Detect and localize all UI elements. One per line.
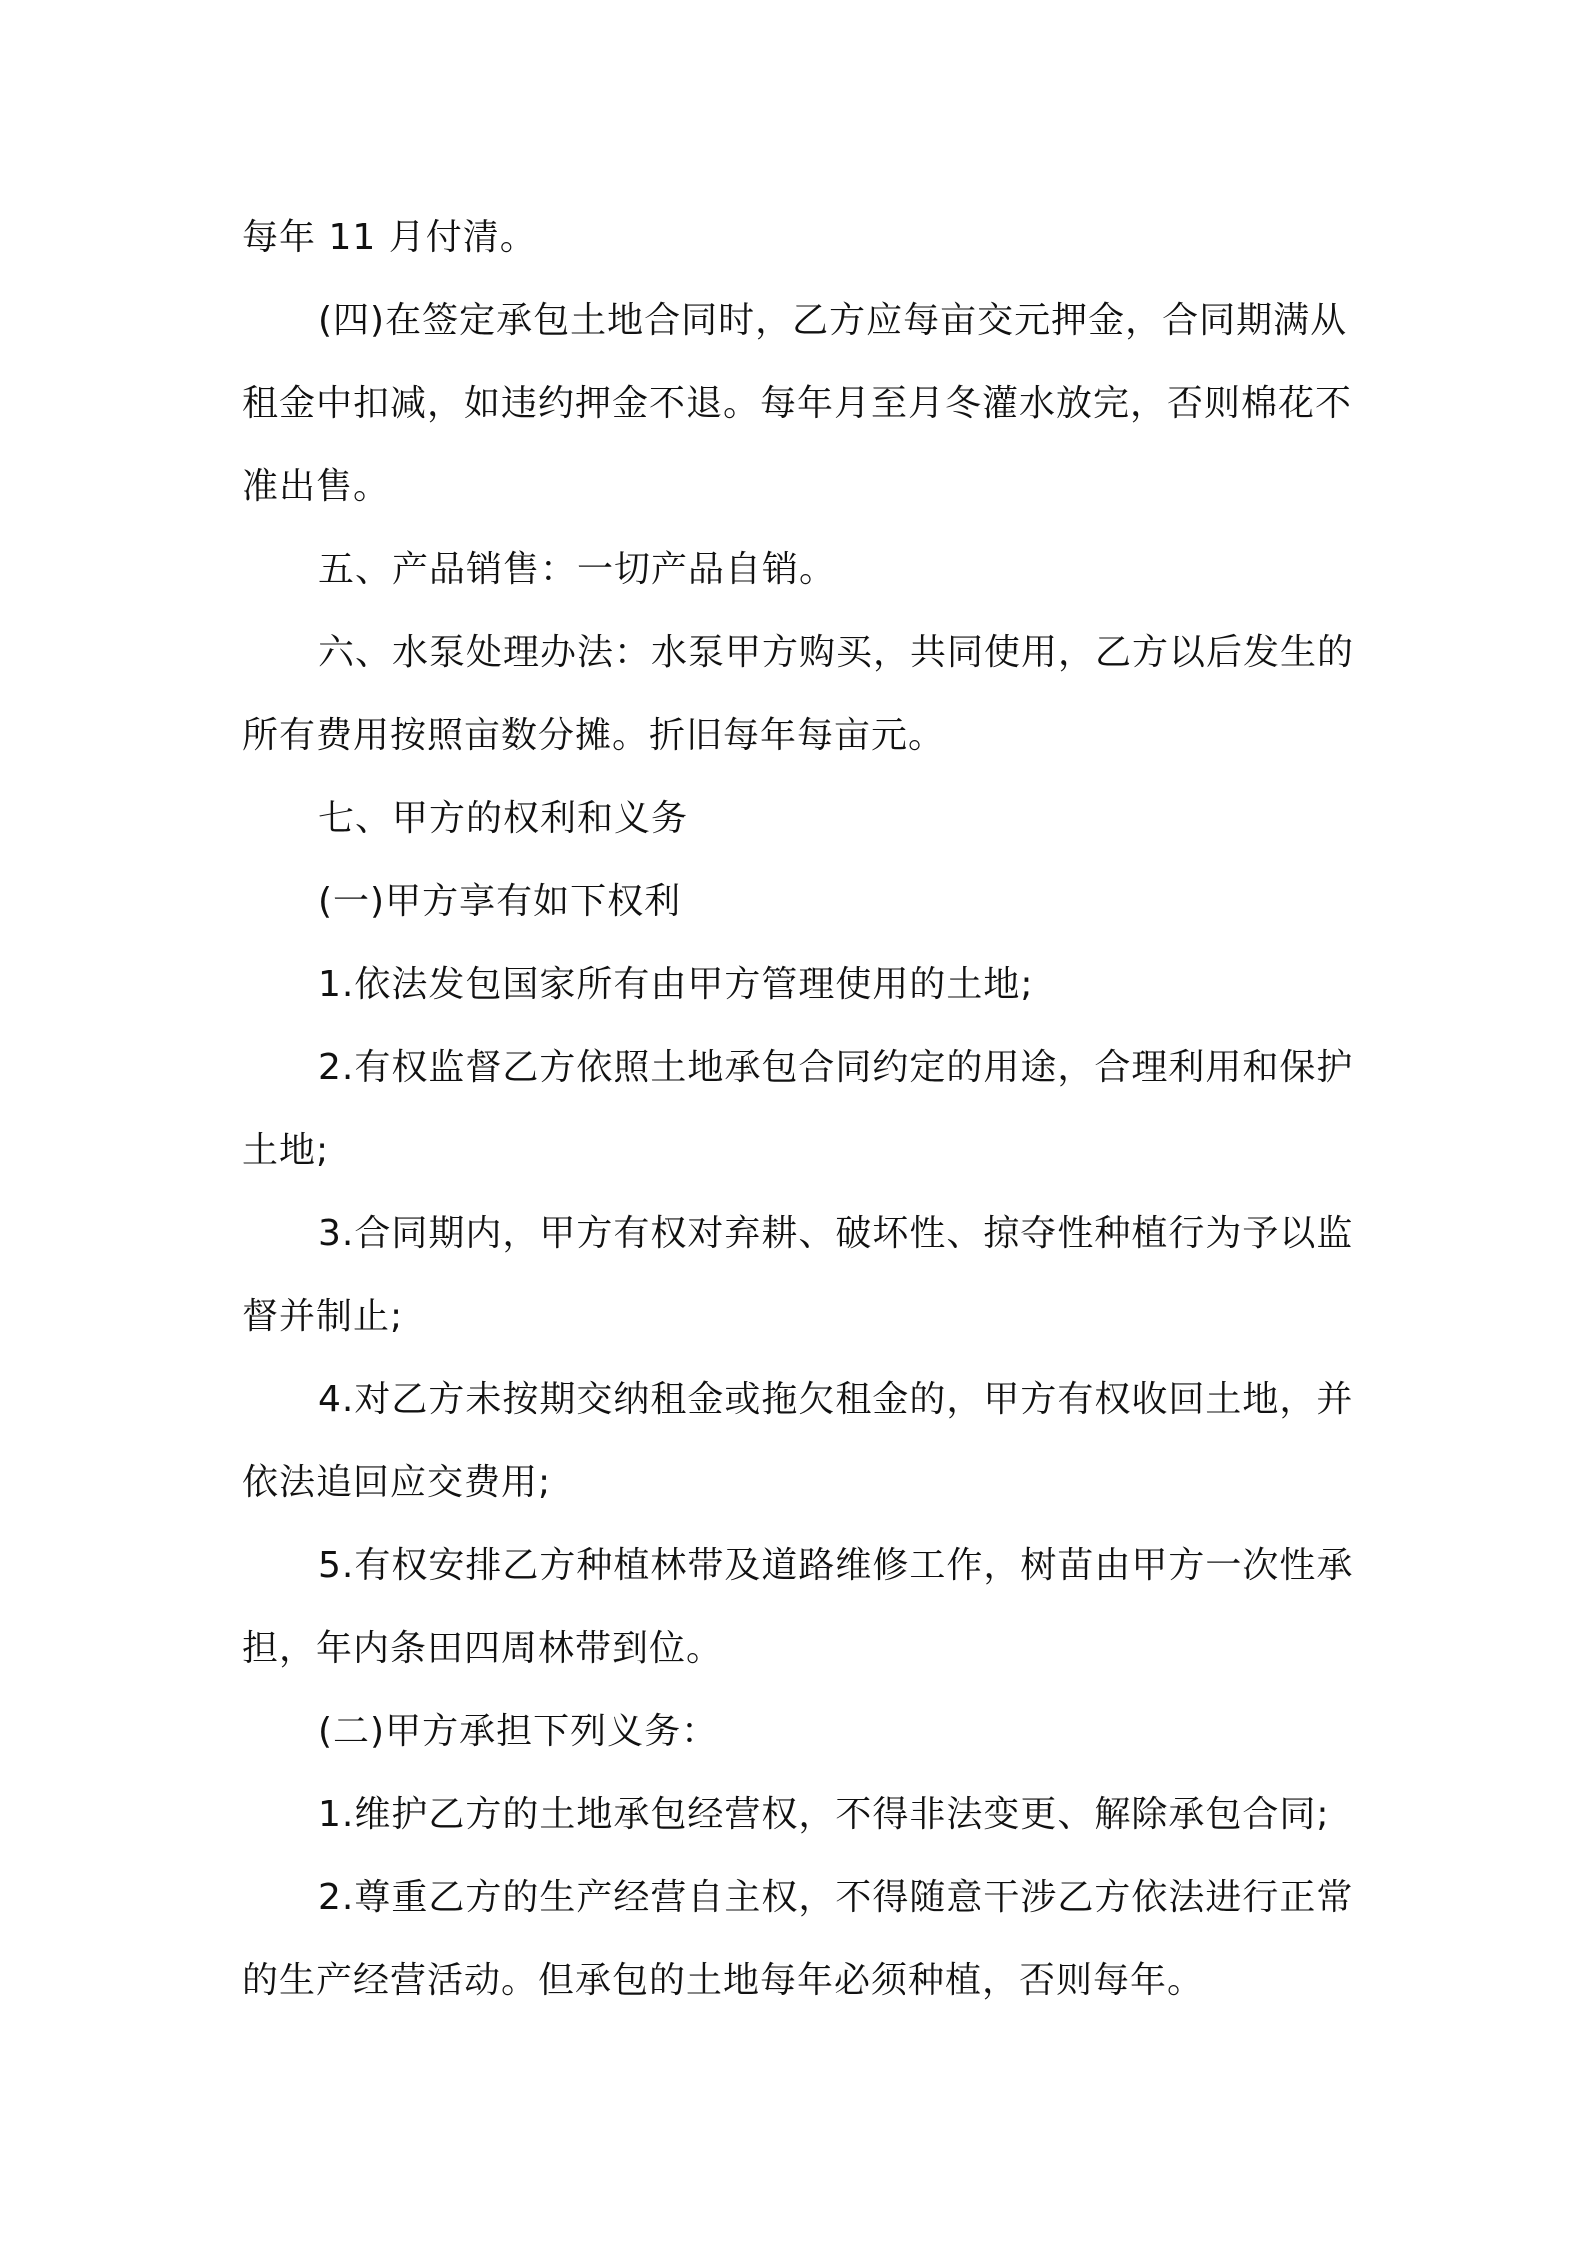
paragraph-payment-date: 每年 11 月付清。 [242,217,537,258]
list-item-duty-1: 1.维护乙方的土地承包经营权，不得非法变更、解除承包合同; [318,1794,1330,1835]
subheading-party-a-duties: (二)甲方承担下列义务： [318,1711,719,1752]
paragraph-deposit: (四)在签定承包土地合同时，乙方应每亩交元押金，合同期满从租金中扣减，如违约押金不退。每年月至月冬灌水放完，否则棉花不准出售。 [242,300,1353,507]
paragraph-product-sales: 五、产品销售：一切产品自销。 [318,549,837,590]
list-item-right-5: 5.有权安排乙方种植林带及道路维修工作，树苗由甲方一次性承担，年内条田四周林带到位。 [242,1545,1354,1669]
list-item-right-1: 1.依法发包国家所有由甲方管理使用的土地; [318,964,1034,1005]
list-item-duty-2: 2.尊重乙方的生产经营自主权，不得随意干涉乙方依法进行正常的生产经营活动。但承包的土地每年必须种植，否则每年。 [242,1877,1354,2001]
subheading-party-a-rights: (一)甲方享有如下权利 [318,881,682,922]
document-body [242,196,1362,2022]
section-heading-party-a-rights-duties: 七、甲方的权利和义务 [318,798,689,839]
list-item-right-3: 3.合同期内，甲方有权对弃耕、破坏性、掠夺性种植行为予以监督并制止; [242,1213,1354,1337]
list-item-right-4: 4.对乙方未按期交纳租金或拖欠租金的，甲方有权收回土地，并依法追回应交费用; [242,1379,1354,1503]
list-item-right-2: 2.有权监督乙方依照土地承包合同约定的用途，合理利用和保护土地; [242,1047,1354,1171]
paragraph-water-pump: 六、水泵处理办法：水泵甲方购买，共同使用，乙方以后发生的所有费用按照亩数分摊。折旧每年每亩元。 [242,632,1355,756]
